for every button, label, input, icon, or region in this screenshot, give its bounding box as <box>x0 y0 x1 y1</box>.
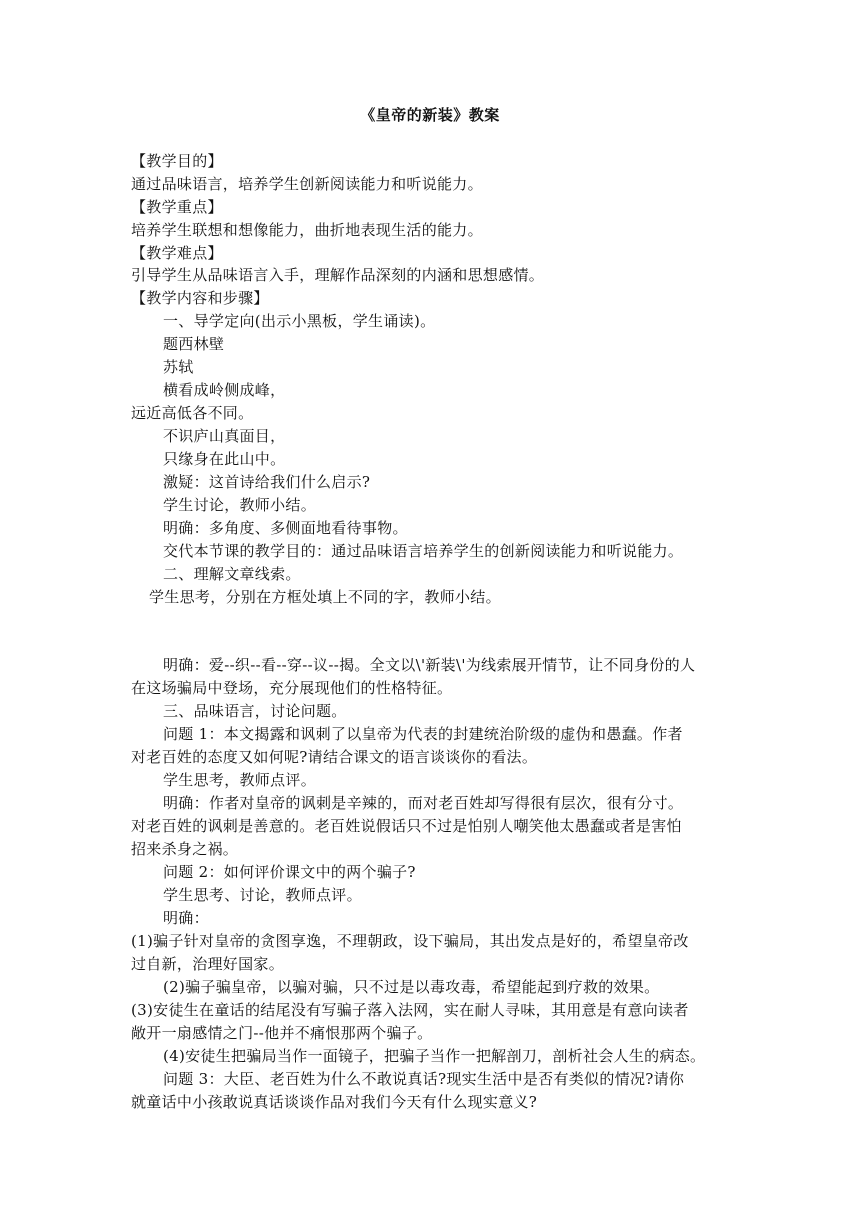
paragraph-line: 问题 1：本文揭露和讽刺了以皇帝为代表的封建统治阶级的虚伪和愚蠢。作者 <box>163 725 683 743</box>
poem-line: 远近高低各不同。 <box>131 404 254 422</box>
paragraph-line: 明确：作者对皇帝的讽刺是辛辣的，而对老百姓却写得很有层次，很有分寸。 <box>163 794 684 812</box>
paragraph-line: 对老百姓的讽刺是善意的。老百姓说假话只不过是怕别人嘲笑他太愚蠢或者是害怕 <box>131 817 682 835</box>
paragraph-line: 明确：多角度、多侧面地看待事物。 <box>163 519 408 537</box>
paragraph-line: 学生讨论，教师小结。 <box>163 496 317 514</box>
paragraph-line: (3)安徒生在童话的结尾没有写骗子落入法网，实在耐人寻味，其用意是有意向读者 <box>131 1001 689 1019</box>
poem-line: 只缘身在此山中。 <box>163 450 286 468</box>
paragraph-line: 学生思考、讨论，教师点评。 <box>163 886 362 904</box>
paragraph-line: 在这场骗局中登场，充分展现他们的性格特征。 <box>131 679 453 697</box>
paragraph-line: 明确： <box>163 909 209 927</box>
poem-line: 横看成岭侧成峰， <box>163 381 286 399</box>
paragraph-line: (1)骗子针对皇帝的贪图享逸，不理朝政，设下骗局，其出发点是好的，希望皇帝改 <box>131 932 689 950</box>
paragraph-line: 敞开一扇感情之门--他并不痛恨那两个骗子。 <box>131 1024 433 1042</box>
paragraph-line: 问题 2：如何评价课文中的两个骗子? <box>163 863 416 881</box>
paragraph-line: 一、导学定向(出示小黑板，学生诵读)。 <box>163 312 436 330</box>
paragraph-line: (4)安徒生把骗局当作一面镜子，把骗子当作一把解剖刀，剖析社会人生的病态。 <box>163 1047 706 1065</box>
paragraph-line: 学生思考，教师点评。 <box>163 771 317 789</box>
paragraph-line: 明确：爱--织--看--穿--议--揭。全文以\'新装\'为线索展开情节，让不同身份的人 <box>163 656 696 674</box>
paragraph-line: 招来杀身之祸。 <box>131 840 239 858</box>
paragraph-line: 引导学生从品味语言入手，理解作品深刻的内涵和思想感情。 <box>131 266 545 284</box>
paragraph-line: 过自新，治理好国家。 <box>131 955 285 973</box>
paragraph-line: 交代本节课的教学目的：通过品味语言培养学生的创新阅读能力和听说能力。 <box>163 542 684 560</box>
paragraph-line: 学生思考，分别在方框处填上不同的字，教师小结。 <box>149 588 501 606</box>
poem-title: 题西林壁 <box>163 335 225 353</box>
section-heading-objectives: 【教学目的】 <box>131 152 223 170</box>
document-title: 《皇帝的新装》教案 <box>360 106 500 124</box>
paragraph-line: 问题 3：大臣、老百姓为什么不敢说真话?现实生活中是否有类似的情况?请你 <box>163 1070 685 1088</box>
paragraph-line: 通过品味语言，培养学生创新阅读能力和听说能力。 <box>131 175 483 193</box>
poem-author: 苏轼 <box>163 358 194 376</box>
paragraph-line: 激疑：这首诗给我们什么启示? <box>163 473 371 491</box>
paragraph-line: (2)骗子骗皇帝，以骗对骗，只不过是以毒攻毒，希望能起到疗救的效果。 <box>163 978 660 996</box>
paragraph-line: 三、品味语言，讨论问题。 <box>163 702 347 720</box>
paragraph-line: 对老百姓的态度又如何呢?请结合课文的语言谈谈你的看法。 <box>131 748 538 766</box>
paragraph-line: 就童话中小孩敢说真话谈谈作品对我们今天有什么现实意义? <box>131 1093 538 1111</box>
paragraph-line: 培养学生联想和想像能力，曲折地表现生活的能力。 <box>131 221 483 239</box>
section-heading-key-points: 【教学重点】 <box>131 198 223 216</box>
section-heading-content-steps: 【教学内容和步骤】 <box>131 289 269 307</box>
section-heading-difficulties: 【教学难点】 <box>131 244 223 262</box>
poem-line: 不识庐山真面目， <box>163 427 286 445</box>
paragraph-line: 二、理解文章线索。 <box>163 565 301 583</box>
